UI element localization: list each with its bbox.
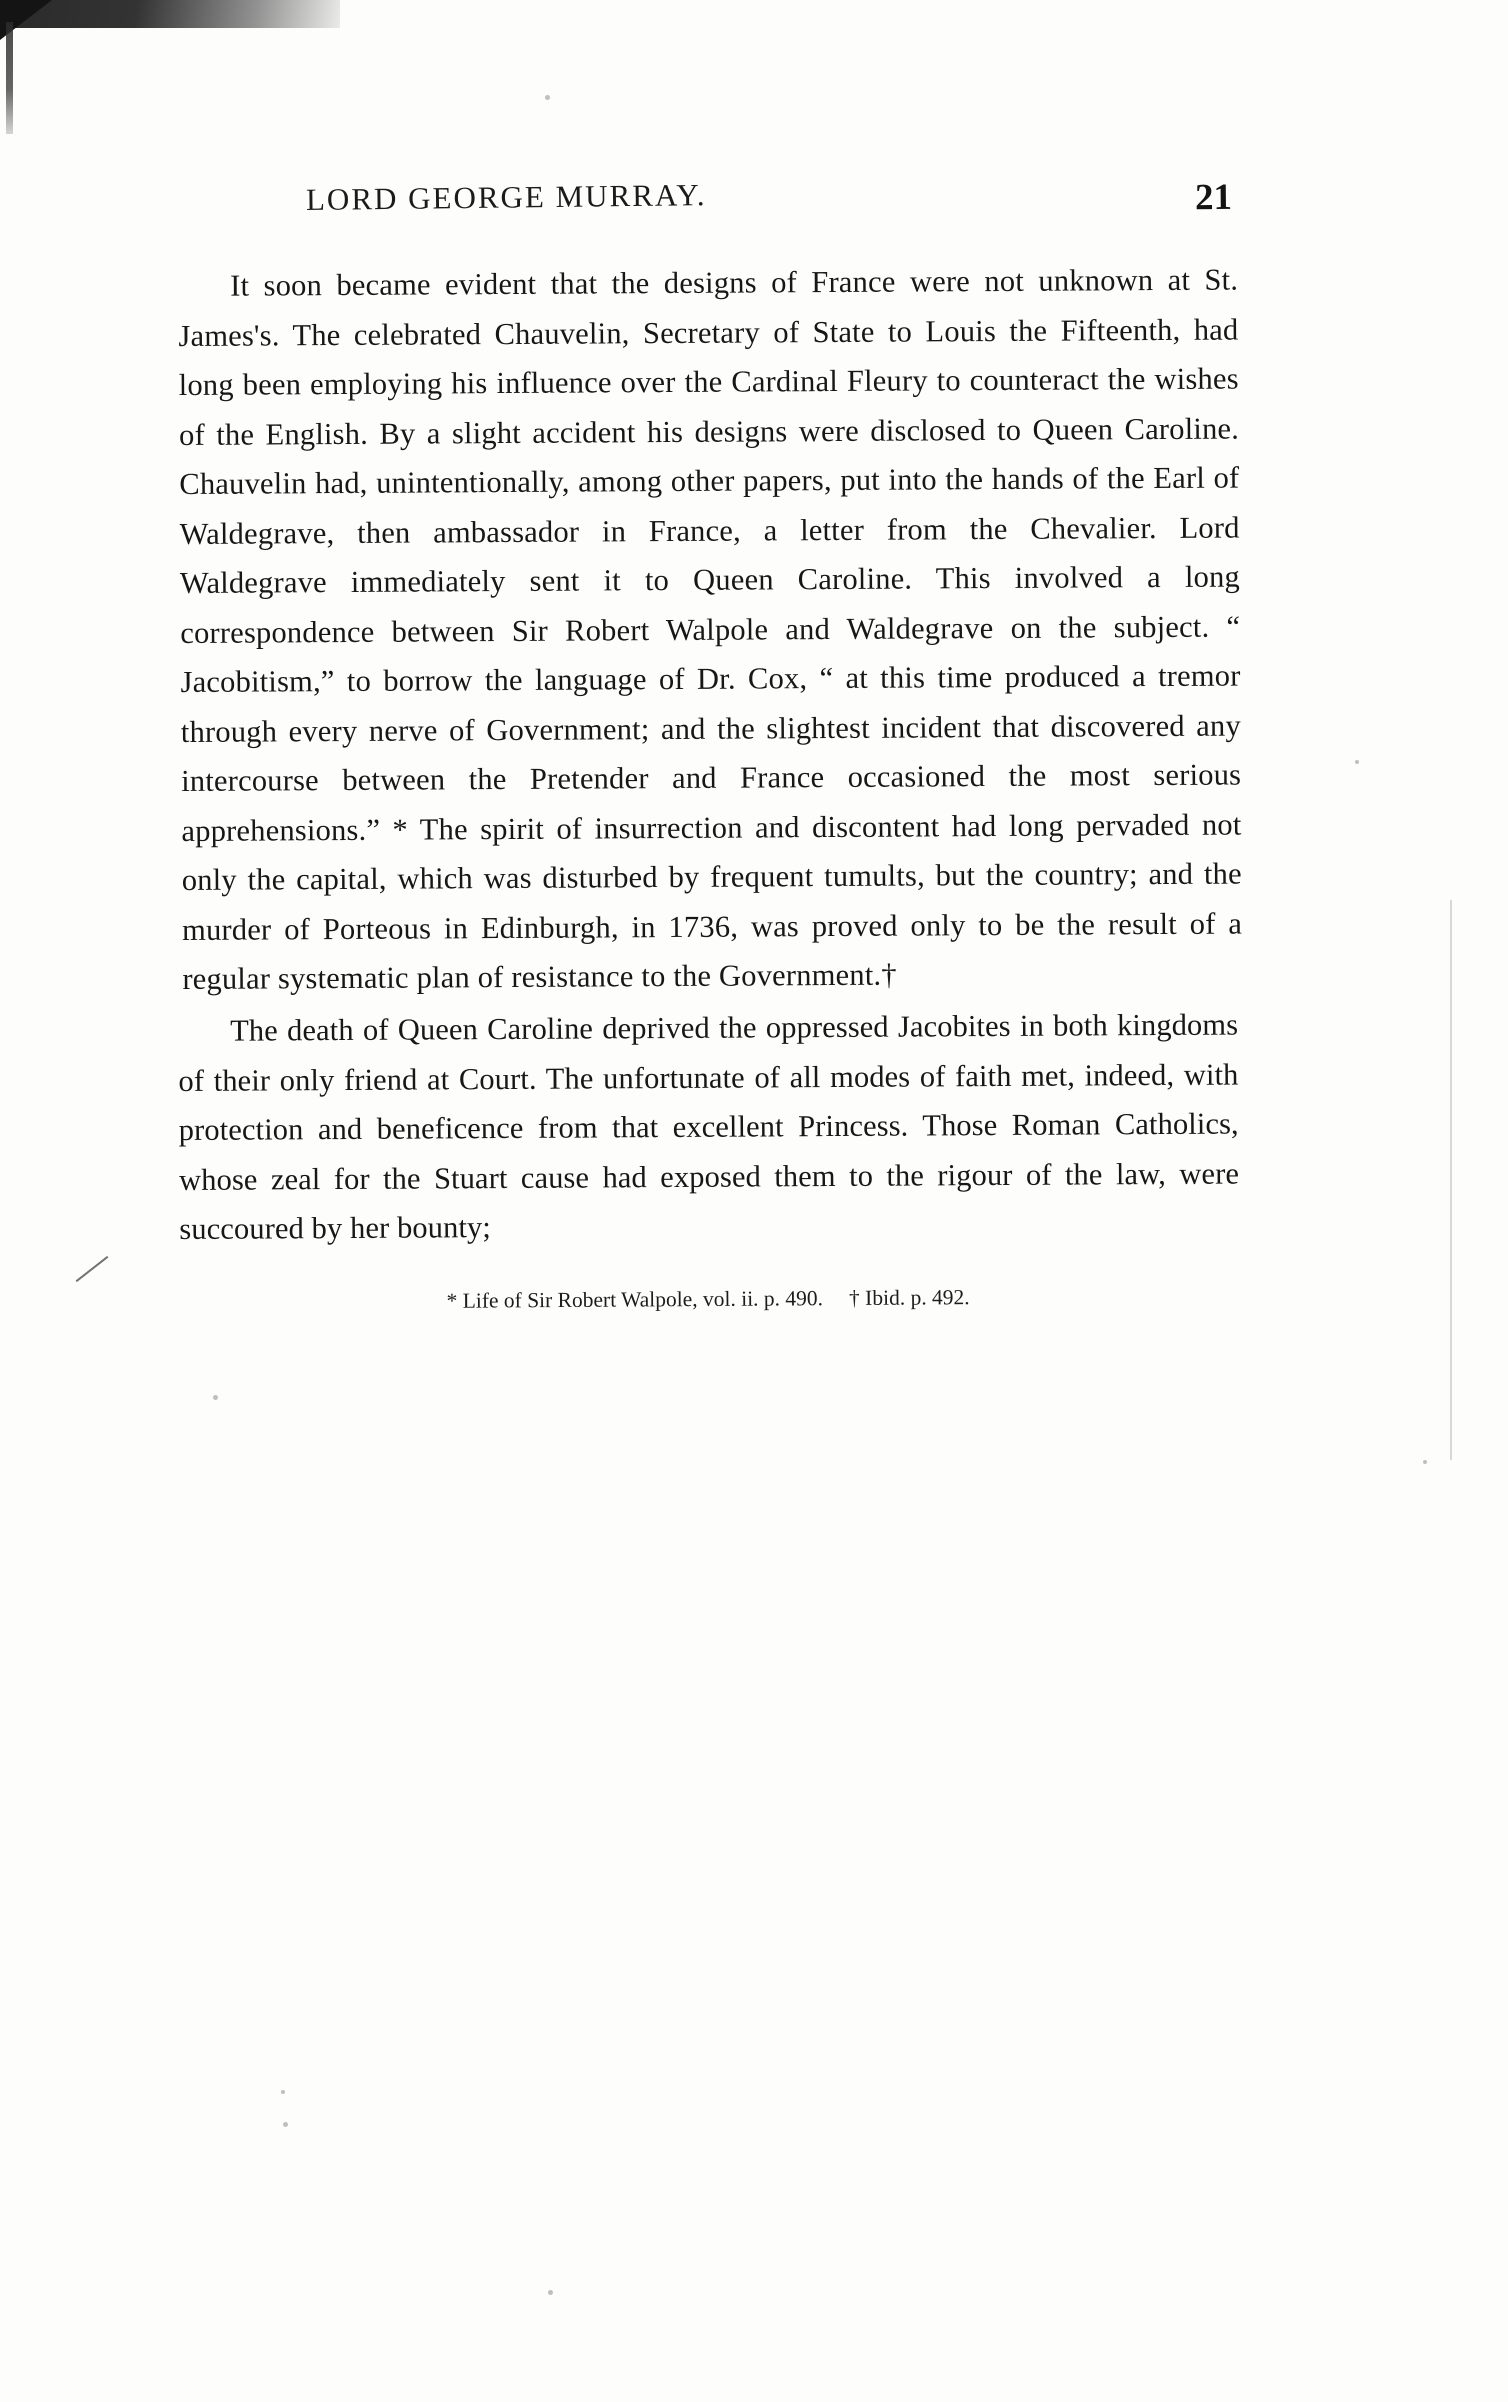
page-speckle: [213, 1395, 218, 1400]
running-head: [178, 176, 1238, 244]
page-speckle: [548, 2290, 553, 2295]
page-speckle: [545, 95, 550, 100]
page-speckle: [283, 2122, 288, 2127]
margin-rule-artifact: [1450, 900, 1452, 1460]
page-speckle: [1355, 760, 1359, 764]
margin-pencil-mark: [76, 1256, 109, 1282]
footnote-entry: † Ibid. p. 492.: [848, 1285, 970, 1311]
scan-edge-artifact-left: [6, 22, 13, 134]
body-paragraph: It soon became evident that the designs of France were not unknown at St. James's. The celebrated Chauvelin, Secretary of State to Louis the Fifteenth, had long been employing his influence over the Cardinal Fleury to counteract the wishes of the English. By a slight accident his designs were disclosed to Queen Caroline. Chauvelin had, unintentionally, among other papers, put into the hands of the Earl of Waldegrave, then ambassador in France, a letter from the Chevalier. Lord Waldegrave immediately sent it to Queen Caroline. This involved a long correspondence between Sir Robert Walpole and Waldegrave on the subject. “ Jacobitism,” to borrow the language of Dr. Cox, “ at this time produced a tremor through every nerve of Government; and the slightest incident that discovered any intercourse between the Pretender and France occasioned the most serious apprehensions.” * The spirit of insurrection and discontent had long pervaded not only the capital, which was disturbed by frequent tumults, but the country; and the murder of Porteous in Edinburgh, in 1736, was proved only to be the result of a regular systematic plan of resistance to the Government.†: [178, 262, 1243, 996]
running-head-title: LORD GEORGE MURRAY.: [305, 177, 707, 217]
scan-edge-artifact-top: [0, 0, 340, 28]
page-content: [178, 176, 1243, 1314]
page-speckle: [281, 2090, 285, 2094]
footnote-block: [178, 1280, 1238, 1317]
page-number: 21: [1194, 176, 1233, 219]
body-paragraph: The death of Queen Caroline deprived the oppressed Jacobites in both kingdoms of their only friend at Court. The unfortunate of all modes of faith met, indeed, with protection and beneficence from that excellent Princess. Those Roman Catholics, whose zeal for the Stuart cause had exposed them to the rigour of the law, were succoured by her bounty;: [178, 1007, 1240, 1246]
page-speckle: [1423, 1460, 1427, 1464]
footnote-entry: * Life of Sir Robert Walpole, vol. ii. p. 490.: [446, 1286, 824, 1313]
